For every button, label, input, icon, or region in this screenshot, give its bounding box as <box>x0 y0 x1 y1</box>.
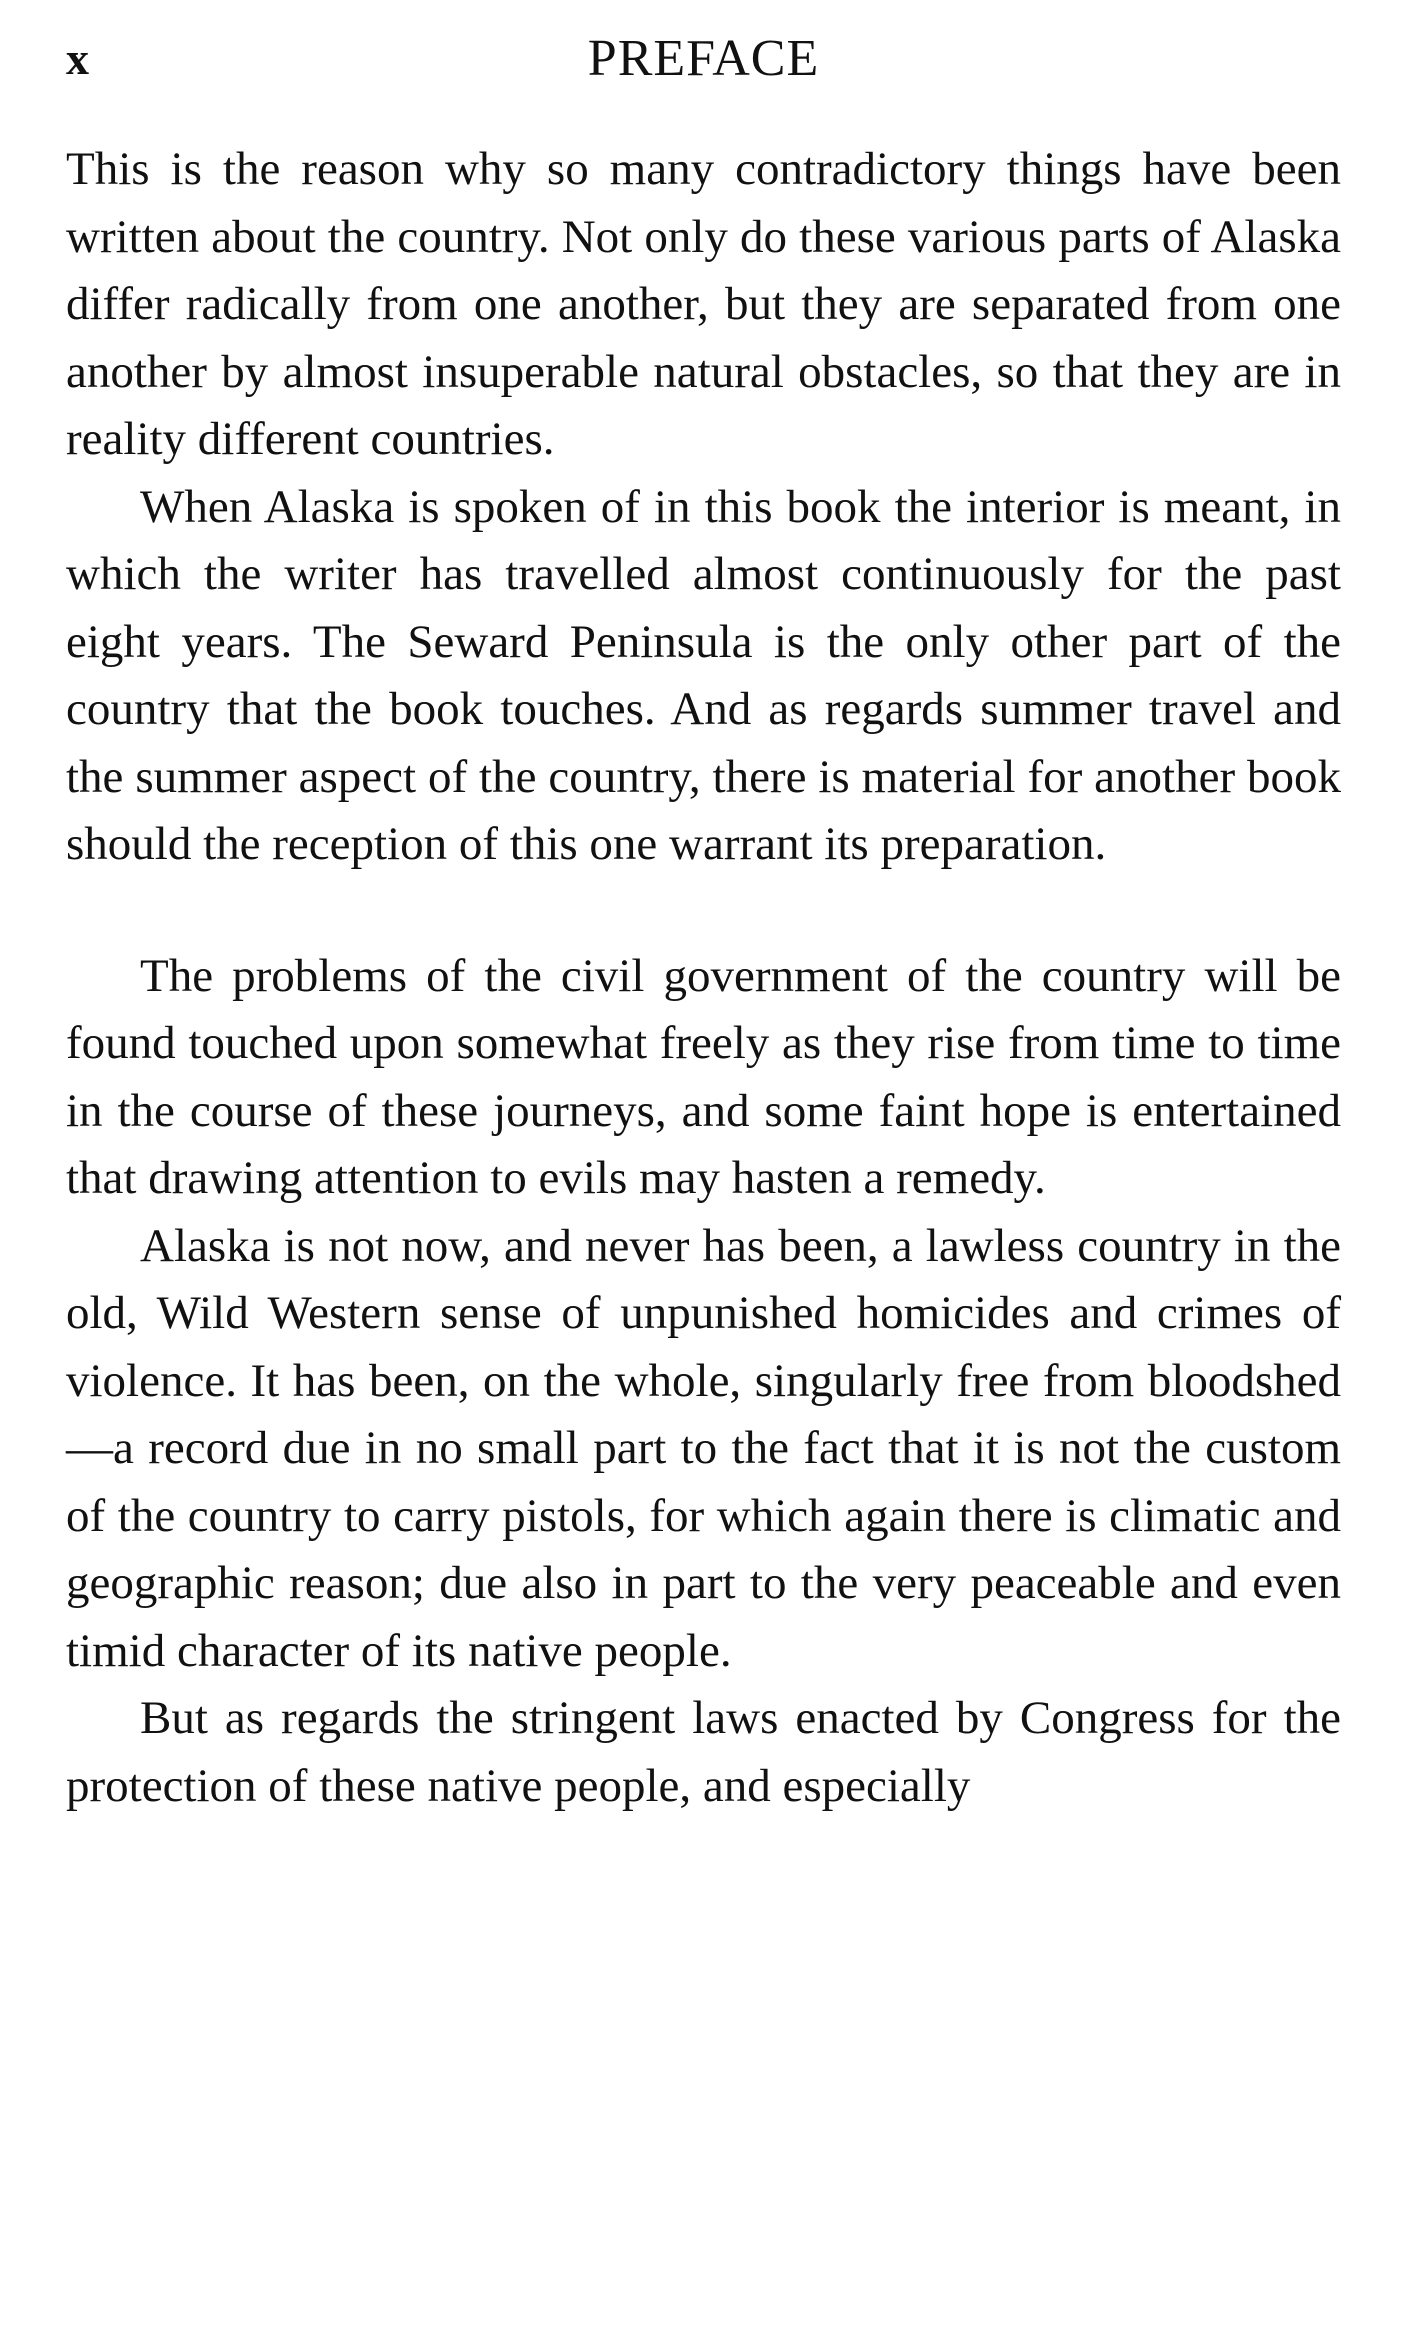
running-head: PREFACE <box>587 30 820 87</box>
page-header <box>66 26 1341 92</box>
paragraph-2: When Alaska is spoken of in this book the interior is meant, in which the writer has travelled almost continuously for the past eight years. The Seward Peninsula is the only other part of the country that the book touches. And as regards summer travel and the summer aspect of the country, there is material for another book should the reception of this one warrant its preparation. <box>66 480 1341 870</box>
paragraph-4: Alaska is not now, and never has been, a lawless country in the old, Wild Western sense of unpunished homicides and crimes of violence. It has been, on the whole, singularly free from bloodshed—a record due in no small part to the fact that it is not the custom of the country to carry pistols, for which again there is climatic and geographic reason; due also in part to the very peaceable and even timid character of its native people. <box>66 1219 1341 1677</box>
paragraph-1: This is the reason why so many contradictory things have been written about the country. Not only do these various parts of Alaska differ radically from one another, but they are separated from one another by almost insuperable natural obstacles, so that they are in reality different countries. <box>66 143 1341 465</box>
book-page <box>66 0 1341 2350</box>
body-text <box>66 136 1341 1820</box>
paragraph-5: But as regards the stringent laws enacted by Congress for the protection of these native people, and especially <box>66 1692 1341 1812</box>
paragraph-3: The problems of the civil government of the country will be found touched upon somewhat freely as they rise from time to time in the course of these journeys, and some faint hope is entertained that drawing attention to evils may hasten a remedy. <box>66 949 1341 1204</box>
page-number: x <box>66 33 89 84</box>
section-break <box>66 879 1341 943</box>
